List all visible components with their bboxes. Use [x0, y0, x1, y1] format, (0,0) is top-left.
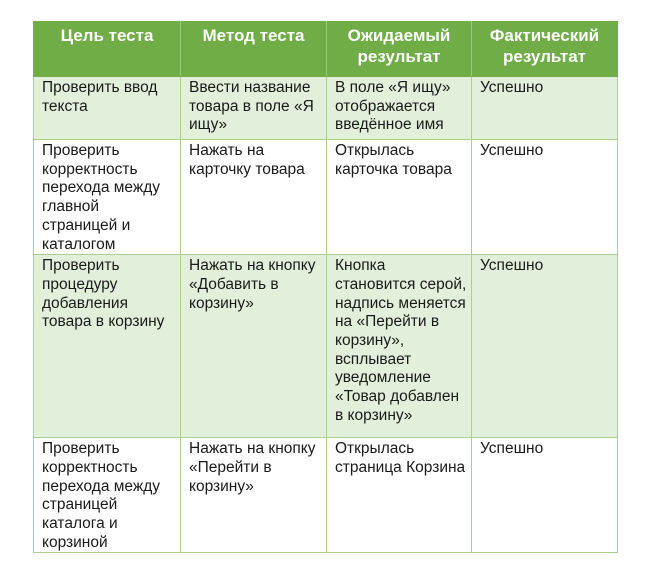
cell-actual: Успешно: [472, 77, 618, 140]
test-cases-table: [33, 21, 618, 553]
header-actual: Фактический результат: [472, 22, 618, 77]
cell-actual: Успешно: [472, 438, 618, 553]
cell-method: Ввести название товара в поле «Я ищу»: [181, 77, 327, 140]
cell-goal: Проверить процедуру добавления товара в корзину: [34, 255, 181, 438]
cell-actual: Успешно: [472, 255, 618, 438]
table-row: [34, 255, 618, 438]
cell-goal: Проверить ввод текста: [34, 77, 181, 140]
cell-actual: Успешно: [472, 140, 618, 255]
header-method: Метод теста: [181, 22, 327, 77]
cell-expected: Кнопка становится серой, надпись меняется на «Перейти в корзину», всплывает уведомление «Товар добавлен в корзину»: [327, 255, 472, 438]
cell-expected: Открылась страница Корзина: [327, 438, 472, 553]
cell-goal: Проверить корректность перехода между главной страницей и каталогом: [34, 140, 181, 255]
header-goal: Цель теста: [34, 22, 181, 77]
cell-expected: В поле «Я ищу» отображается введённое имя: [327, 77, 472, 140]
cell-method: Нажать на кнопку «Добавить в корзину»: [181, 255, 327, 438]
table-body: [34, 77, 618, 553]
header-row: [34, 22, 618, 77]
table-row: [34, 77, 618, 140]
table-row: [34, 438, 618, 553]
cell-expected: Открылась карточка товара: [327, 140, 472, 255]
cell-method: Нажать на кнопку «Перейти в корзину»: [181, 438, 327, 553]
cell-goal: Проверить корректность перехода между страницей каталога и корзиной: [34, 438, 181, 553]
header-expected: Ожидаемый результат: [327, 22, 472, 77]
cell-method: Нажать на карточку товара: [181, 140, 327, 255]
table-header: [34, 22, 618, 77]
table-row: [34, 140, 618, 255]
